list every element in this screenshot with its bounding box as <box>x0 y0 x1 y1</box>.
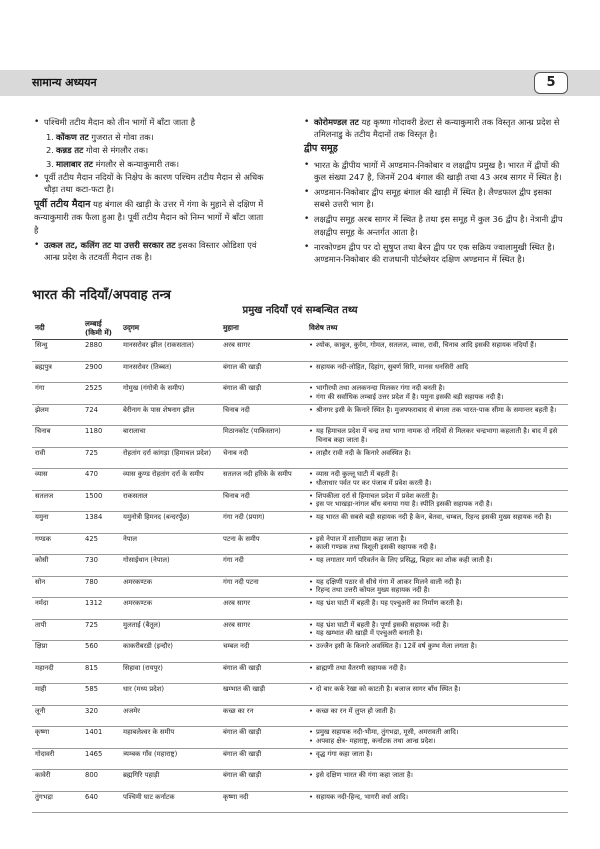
river-origin-cell: त्र्यम्बक गाँव (महाराष्ट्र) <box>120 748 220 770</box>
table-row <box>32 361 568 383</box>
fact-item: • दो बार कर्क रेखा को काटती है। बजाज सागर बाँध स्थित है। <box>309 685 565 694</box>
river-name-cell: सतलज <box>32 490 82 512</box>
fact-item: • शिपकीला दर्रा से हिमाचल प्रदेश में प्रवेश करती है। <box>309 492 565 501</box>
river-mouth-cell: गंगा नदी पटना <box>220 576 306 598</box>
river-length-cell: 640 <box>82 791 120 813</box>
river-origin-cell: ब्रह्मगिरि पहाड़ी <box>120 770 220 792</box>
list-item: 3. मालाबार तट मंगलौर से कन्याकुमारी तक। <box>46 158 179 169</box>
river-length-cell: 725 <box>82 619 120 641</box>
fact-item: • यह भ्रंश घाटी में बहती है। पूर्णा इसकी सहायक नदी है। <box>309 621 565 630</box>
river-facts-cell <box>306 447 568 469</box>
table-row <box>32 383 568 405</box>
river-mouth-cell: चेनाब नदी <box>220 447 306 469</box>
fact-item: • इस पर भाखड़ा-नांगल बाँध बनाया गया है। स्पीति इसकी सहायक नदी है। <box>309 500 565 509</box>
river-origin-cell: सिहावा (रायपुर) <box>120 662 220 684</box>
river-length-cell: 815 <box>82 662 120 684</box>
islands-bullet: • नारकोण्डम द्वीप पर दो सुषुप्त तथा बैरन द्वीप पर एक सक्रिय ज्वालामुखी स्थित है। अण्डमान-निकोबार की राजधानी पोर्टब्लेयर दक्षिण अण्डमान में स्थित है। <box>304 241 568 265</box>
islands-bullet: • भारत के द्वीपीय भागों में अण्डमान-निकोबार व लक्षद्वीप प्रमुख है। भारत में द्वीपों की कुल संख्या 247 है, जिनमें 204 बंगाल की खाड़ी तथा 43 अरब सागर में स्थित है। <box>304 159 568 183</box>
river-facts-cell <box>306 598 568 620</box>
river-facts-cell <box>306 404 568 426</box>
column-header: नदी <box>32 318 82 340</box>
table-row <box>32 404 568 426</box>
utkal-coast-bullet: • उत्कल तट, कलिंग तट या उत्तरी सरकार तट इसका विस्तार ओडिशा एवं आन्ध्र प्रदेश के तटवर्ती मैदान तक है। <box>34 239 270 263</box>
column-header: मुहाना <box>220 318 306 340</box>
river-origin-cell: मानसरोवर झील (राकसताल) <box>120 340 220 362</box>
river-length-cell: 800 <box>82 770 120 792</box>
river-mouth-cell: बंगाल की खाड़ी <box>220 361 306 383</box>
river-origin-cell: पश्चिमी घाट कर्नाटक <box>120 791 220 813</box>
river-name-cell: कृष्णा <box>32 727 82 749</box>
river-name-cell: कोसी <box>32 555 82 577</box>
table-row <box>32 791 568 813</box>
river-name-cell: रावी <box>32 447 82 469</box>
table-row <box>32 426 568 448</box>
river-origin-cell: राकसताल <box>120 490 220 512</box>
table-row <box>32 705 568 727</box>
west-plain-list <box>34 131 270 170</box>
river-facts-cell <box>306 340 568 362</box>
river-name-cell: नर्मदा <box>32 598 82 620</box>
river-length-cell: 1312 <box>82 598 120 620</box>
river-mouth-cell: बंगाल की खाड़ी <box>220 383 306 405</box>
river-length-cell: 425 <box>82 533 120 555</box>
fact-item: • इसे नेपाल में शालीग्राम कहा जाता है। <box>309 535 565 544</box>
fact-item: • ब्राह्मणी तथा वैतरणी सहायक नदी है। <box>309 664 565 673</box>
river-length-cell: 1384 <box>82 512 120 534</box>
list-item: 2. कन्नड तट गोवा से मंगलौर तक। <box>46 145 149 156</box>
river-name-cell: गोदावरी <box>32 748 82 770</box>
east-plain-width-note: • पूर्वी तटीय मैदान नदियों के निक्षेप के कारण पश्चिम तटीय मैदान से अधिक चौड़ा तथा कटा-फटा है। <box>34 171 270 195</box>
table-row <box>32 662 568 684</box>
river-facts-cell <box>306 748 568 770</box>
river-origin-cell: महाबलेश्वर के समीप <box>120 727 220 749</box>
table-row <box>32 641 568 663</box>
west-plain-intro: • पश्चिमी तटीय मैदान को तीन भागों में बाँटा जाता है <box>34 116 270 128</box>
river-name-cell: गण्डक <box>32 533 82 555</box>
fact-item: • भागीरथी तथा अलकनन्दा मिलकर गंगा नदी बनती है। <box>309 384 565 393</box>
river-name-cell: गंगा <box>32 383 82 405</box>
fact-item: • लाहौर रावी नदी के किनारे अवस्थित है। <box>309 449 565 458</box>
fact-item: • यह खम्भात की खाड़ी में एश्चुअरी बनाती है। <box>309 629 565 638</box>
river-origin-cell: अजमेर <box>120 705 220 727</box>
fact-item: • अपवाह क्षेत्र- महाराष्ट्र, कर्नाटक तथा आन्ध्र प्रदेश। <box>309 737 565 746</box>
river-length-cell: 725 <box>82 447 120 469</box>
fact-item: • उज्जैन इसी के किनारे अवस्थित है। 12वें वर्ष कुम्भ मेला लगता है। <box>309 642 565 651</box>
river-origin-cell: बेरीनाग के पास शेषनाग झील <box>120 404 220 426</box>
fact-item: • श्रीनगर इसी के किनारे स्थित है। मुजफ्फराबाद से बंगला तक भारत-पाक सीमा के समान्तर बहती है। <box>309 406 565 415</box>
river-origin-cell: रोहतांग दर्रा कांगड़ा (हिमाचल प्रदेश) <box>120 447 220 469</box>
river-facts-cell <box>306 791 568 813</box>
river-facts-cell <box>306 512 568 534</box>
fact-item: • प्रमुख सहायक नदी-भीमा, तुंगभद्रा, मूसी, अमरावती आदि। <box>309 728 565 737</box>
river-name-cell: माही <box>32 684 82 706</box>
rivers-table <box>32 318 568 813</box>
fact-item: • वृद्ध गंगा कहा जाता है। <box>309 750 565 759</box>
river-length-cell: 2900 <box>82 361 120 383</box>
river-origin-cell: मानसरोवर (तिब्बत) <box>120 361 220 383</box>
river-mouth-cell: अरब सागर <box>220 340 306 362</box>
river-length-cell: 1465 <box>82 748 120 770</box>
table-row <box>32 490 568 512</box>
river-mouth-cell: सतलज नदी हरिके के समीप <box>220 469 306 491</box>
table-row <box>32 447 568 469</box>
islands-heading: द्वीप समूह <box>304 143 338 155</box>
river-origin-cell: मुलताई (बैतूल) <box>120 619 220 641</box>
river-length-cell: 1180 <box>82 426 120 448</box>
table-row <box>32 684 568 706</box>
page-number: 5 <box>534 72 568 94</box>
river-facts-cell <box>306 705 568 727</box>
river-facts-cell <box>306 662 568 684</box>
fact-item: • यह हिमाचल प्रदेश में चन्द्र तथा भागा नामक दो नदियों से मिलकर चन्द्रभागा कहलाती है। बाद में इसे चिनाब कहा जाता है। <box>309 427 565 444</box>
river-facts-cell <box>306 641 568 663</box>
table-row <box>32 533 568 555</box>
river-mouth-cell: कच्छ का रन <box>220 705 306 727</box>
fact-item: • यह भारत की सबसे बड़ी सहायक नदी है केन, बेतवा, चम्बल, रिहन्द इसकी मुख्य सहायक नदी है। <box>309 513 565 522</box>
fact-item: • यह भ्रंश घाटी में बहती है। यह एश्चुअरी का निर्माण करती है। <box>309 599 565 608</box>
river-mouth-cell: खम्भात की खाड़ी <box>220 684 306 706</box>
islands-bullet: • लक्षद्वीप समूह अरब सागर में स्थित है तथा इस समूह में कुल 36 द्वीप है। नेत्रानी द्वीप लक्षद्वीप समूह के अन्तर्गत आता है। <box>304 213 568 237</box>
table-row <box>32 340 568 362</box>
left-column <box>34 116 270 266</box>
fact-item: • धौलाधार पर्वत पर कर पंजाब में प्रवेश करती है। <box>309 479 565 488</box>
river-name-cell: यमुना <box>32 512 82 534</box>
section-title: भारत की नदियाँ/अपवाह तन्त्र <box>32 288 171 303</box>
river-mouth-cell: बंगाल की खाड़ी <box>220 662 306 684</box>
running-header-title: सामान्य अध्ययन <box>32 76 97 89</box>
river-name-cell: सोन <box>32 576 82 598</box>
column-header: विशेष तथ्य <box>306 318 568 340</box>
river-origin-cell: गोसाईथान (नेपाल) <box>120 555 220 577</box>
river-origin-cell: बारालाचा <box>120 426 220 448</box>
river-length-cell: 1500 <box>82 490 120 512</box>
river-length-cell: 2525 <box>82 383 120 405</box>
river-mouth-cell: गंगा नदी (प्रयाग) <box>220 512 306 534</box>
river-facts-cell <box>306 684 568 706</box>
river-mouth-cell: गंगा नदी <box>220 555 306 577</box>
river-length-cell: 470 <box>82 469 120 491</box>
river-mouth-cell: मिठानकोट (पाकिस्तान) <box>220 426 306 448</box>
river-facts-cell <box>306 727 568 749</box>
table-row <box>32 512 568 534</box>
river-mouth-cell: कृष्णा नदी <box>220 791 306 813</box>
islands-bullet: • अण्डमान-निकोबार द्वीप समूह बंगाल की खाड़ी में स्थित है। लैण्डफाल द्वीप इसका सबसे उत्तरी भाग है। <box>304 186 568 210</box>
table-row <box>32 576 568 598</box>
river-mouth-cell: चिनाब नदी <box>220 490 306 512</box>
column-header: लम्बाई (किमी में) <box>82 318 120 340</box>
river-facts-cell <box>306 361 568 383</box>
river-origin-cell: नेपाल <box>120 533 220 555</box>
river-facts-cell <box>306 555 568 577</box>
river-origin-cell: यमुनोत्री हिमनद (बन्दरपूँछ) <box>120 512 220 534</box>
river-origin-cell: काकरीबरडी (इन्दौर) <box>120 641 220 663</box>
river-name-cell: सिन्धु <box>32 340 82 362</box>
river-facts-cell <box>306 426 568 448</box>
river-mouth-cell: चिनाब नदी <box>220 404 306 426</box>
table-row <box>32 727 568 749</box>
right-column <box>304 116 568 268</box>
river-facts-cell <box>306 469 568 491</box>
table-row <box>32 748 568 770</box>
fact-item: • यह दक्षिणी पठार से सीधे गंगा में आकर मिलने वाली नदी है। <box>309 578 565 587</box>
river-mouth-cell: पटना के समीप <box>220 533 306 555</box>
river-origin-cell: अमरकण्टक <box>120 598 220 620</box>
river-name-cell: क्षिप्रा <box>32 641 82 663</box>
river-length-cell: 585 <box>82 684 120 706</box>
river-facts-cell <box>306 576 568 598</box>
river-name-cell: तापी <box>32 619 82 641</box>
fact-item: • कच्छ का रन में लुप्त हो जाती है। <box>309 707 565 716</box>
river-facts-cell <box>306 770 568 792</box>
river-length-cell: 724 <box>82 404 120 426</box>
table-row <box>32 469 568 491</box>
column-header: उद्‌गम <box>120 318 220 340</box>
table-header-row <box>32 318 568 340</box>
river-length-cell: 780 <box>82 576 120 598</box>
list-item: 1. कोंकण तट गुजरात से गोवा तक। <box>46 132 154 143</box>
fact-item: • यह लगातार मार्ग परिवर्तन के लिए प्रसिद्ध, बिहार का शोक कही जाती है। <box>309 556 565 565</box>
river-name-cell: चिनाब <box>32 426 82 448</box>
river-mouth-cell: अरब सागर <box>220 598 306 620</box>
fact-item: • श्योक, काबुल, कुर्रम, गोमल, सतलज, व्यास, रावी, चिनाब आदि इसकी सहायक नदियाँ हैं। <box>309 341 565 350</box>
river-name-cell: कावेरी <box>32 770 82 792</box>
river-name-cell: लूनी <box>32 705 82 727</box>
river-name-cell: ब्रह्मपुत्र <box>32 361 82 383</box>
fact-item: • काली गण्डक तथा त्रिशूली इसकी सहायक नदी है। <box>309 543 565 552</box>
river-mouth-cell: बंगाल की खाड़ी <box>220 770 306 792</box>
river-mouth-cell: बंगाल की खाड़ी <box>220 748 306 770</box>
river-length-cell: 320 <box>82 705 120 727</box>
river-length-cell: 2880 <box>82 340 120 362</box>
river-length-cell: 1401 <box>82 727 120 749</box>
fact-item: • सहायक नदी-लोहित, दिहांग, सुबर्ण सिरि, मानस धनसिरी आदि <box>309 363 565 372</box>
river-facts-cell <box>306 490 568 512</box>
river-name-cell: महानदी <box>32 662 82 684</box>
river-name-cell: व्यास <box>32 469 82 491</box>
rivers-table-body <box>32 340 568 813</box>
fact-item: • रिहन्द तथा उत्तरी कोयल मुख्य सहायक नदी है। <box>309 586 565 595</box>
river-origin-cell: अमरकण्टक <box>120 576 220 598</box>
fact-item: • व्यास नदी कुल्लू घाटी में बहती है। <box>309 470 565 479</box>
table-row <box>32 598 568 620</box>
river-origin-cell: धार (मध्य प्रदेश) <box>120 684 220 706</box>
river-facts-cell <box>306 619 568 641</box>
river-origin-cell: व्यास कुण्ड रोहतांग दर्रा के समीप <box>120 469 220 491</box>
river-length-cell: 560 <box>82 641 120 663</box>
fact-item: • सहायक नदी-हिन्द, भागरी वर्धा आदि। <box>309 793 565 802</box>
river-facts-cell <box>306 533 568 555</box>
east-plain-paragraph: पूर्वी तटीय मैदान यह बंगाल की खाड़ी के उत्तर में गंगा के मुहाने से दक्षिण में कन्याकुमारी तक फैला हुआ है। पूर्वी तटीय मैदान को निम्न भागों में बाँटा जाता है <box>34 199 264 235</box>
river-facts-cell <box>306 383 568 405</box>
table-title: प्रमुख नदियाँ एवं सम्बन्धित तथ्य <box>242 305 358 316</box>
coromandel-bullet: • कोरोमण्डल तट यह कृष्णा गोदावरी डेल्टा से कन्याकुमारी तक विस्तृत आन्ध्र प्रदेश से तमिलनाडु के तटीय मैदानों तक विस्तृत है। <box>304 116 568 140</box>
table-row <box>32 555 568 577</box>
table-row <box>32 770 568 792</box>
table-row <box>32 619 568 641</box>
river-name-cell: झेलम <box>32 404 82 426</box>
river-length-cell: 730 <box>82 555 120 577</box>
river-name-cell: तुंगभद्रा <box>32 791 82 813</box>
fact-item: • गंगा की सर्वाधिक लम्बाई उत्तर प्रदेश में है। यमुना इसकी बड़ी सहायक नदी है। <box>309 393 565 402</box>
river-mouth-cell: अरब सागर <box>220 619 306 641</box>
river-mouth-cell: चम्बल नदी <box>220 641 306 663</box>
river-origin-cell: गोमुख (गंगोत्री के समीप) <box>120 383 220 405</box>
fact-item: • इसे दक्षिण भारत की गंगा कहा जाता है। <box>309 771 565 780</box>
river-mouth-cell: बंगाल की खाड़ी <box>220 727 306 749</box>
